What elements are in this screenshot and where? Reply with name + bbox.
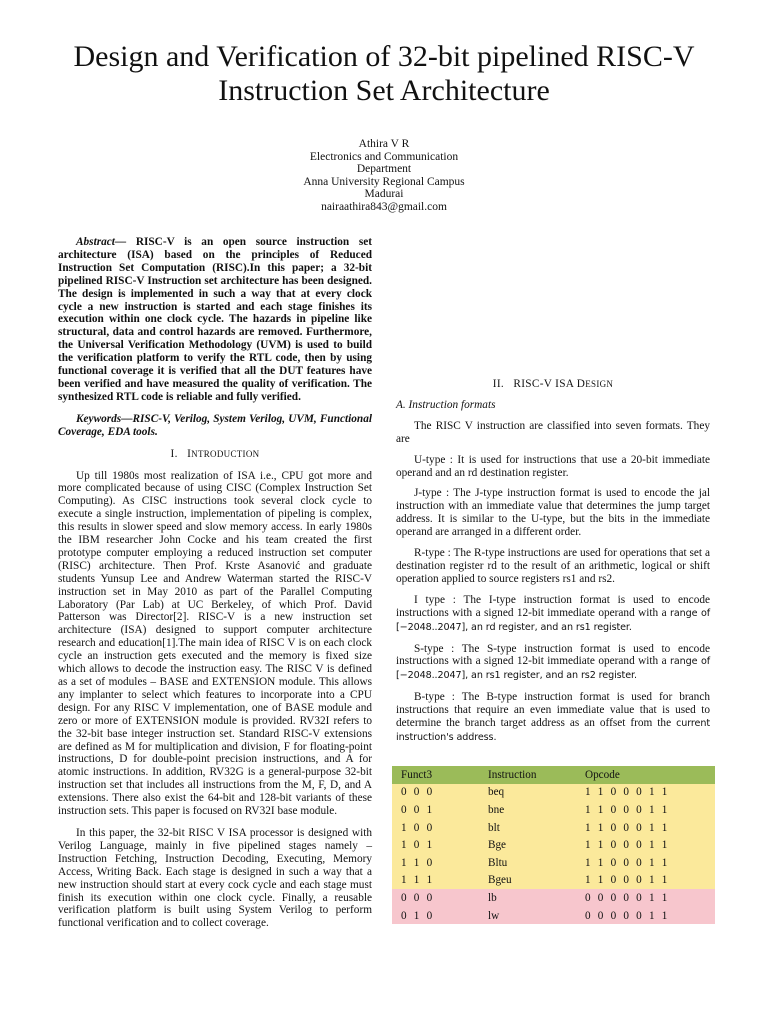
keywords: Keywords—RISC-V, Verilog, System Verilog, UVM, Functional Coverage, EDA tools. bbox=[58, 412, 372, 438]
table-cell: blt bbox=[479, 819, 576, 837]
table-header-cell: Funct3 bbox=[392, 766, 479, 784]
author-block bbox=[234, 138, 534, 214]
table-row bbox=[392, 801, 715, 819]
instruction-table bbox=[392, 766, 715, 924]
intro-paragraph-1: Up till 1980s most realization of ISA i.e., CPU got more and more complicated because of using CISC (Complex Instruction Set Computing). As CISC instructions took several clock cycle to execute a single instruction, implementation of pipeling is complex, this results in slower speed and slow memory access. In early 1980s the IBM researcher John Cocke and his team created the first prototype computer employing a reduced instruction set computer (RISC) architecture. Then Prof. Krste Asanović and graduate students Yunsup Lee and Andrew Waterman started the RISC-V instruction set in May 2010 as part of the Parallel Computing Laboratory (Par Lab) at UC Berkeley, of which Prof. David Patterson was Director[2]. RISC-V is a new instruction set architecture (ISA) designed to support computer architecture research and education[1].The main idea of RISC V is on each clock cycle an instruction gets executed and the memory is fixed size which allows to decode the instruction easy. The RISC V is defined as a set of modules – BASE and EXTENSION module. This allows any implanter to select which features to incorporate into a CPU design. For any RISC V implementation, one of BASE module and zero or more of EXTENSION module is provided. RV32I refers to the 32-bit base integer instruction set. Standard RISC-V extensions are defined as M for multiplication and division, F for floating-point instructions, D for double-point precision instructions, and A for atomic instructions. In addition, RV32G is a general-purpose 32-bit instruction set that includes all instructions from the M, F, D, and A extensions. There also exist the 64-bit and 128-bit variants of these instruction sets. This paper is focused on RV32I base module. bbox=[58, 469, 372, 818]
table-cell: 1 1 0 0 0 1 1 bbox=[576, 836, 715, 854]
abstract bbox=[58, 236, 372, 404]
u-type-paragraph: U-type : It is used for instructions that use a 20-bit immediate operand and an rd destination register. bbox=[396, 453, 710, 479]
r-type-paragraph: R-type : The R-type instructions are used for operations that set a destination register rd to the result of an arithmetic, logical or shift operation applied to source registers rs1 and rs2. bbox=[396, 547, 710, 585]
author-affiliation-2: Department bbox=[356, 163, 412, 176]
author-affiliation-1: Electronics and Communication bbox=[309, 150, 459, 163]
table-row bbox=[392, 854, 715, 872]
table-header-cell: Instruction bbox=[479, 766, 576, 784]
subsection-instruction-formats: A. Instruction formats bbox=[396, 398, 496, 411]
table-cell: 0 0 0 0 0 1 1 bbox=[576, 889, 715, 907]
table-cell: 1 1 0 bbox=[392, 854, 479, 872]
right-column bbox=[396, 236, 710, 745]
table-cell: 0 0 0 0 0 1 1 bbox=[576, 907, 715, 925]
table-cell: 1 1 0 0 0 1 1 bbox=[576, 854, 715, 872]
table-cell: 1 1 0 0 0 1 1 bbox=[576, 801, 715, 819]
paper-title bbox=[30, 40, 738, 108]
table-header-row bbox=[392, 766, 715, 784]
table-row bbox=[392, 872, 715, 890]
author-city: Madurai bbox=[364, 188, 404, 201]
table-cell: Bge bbox=[479, 836, 576, 854]
i-type-paragraph: I type : The I-type instruction format is used to encode instructions with a signed 12-bit immediate operand with a range of [−2048..2047], an rd register, and an rs1 register. bbox=[396, 593, 710, 633]
table-cell: 1 0 0 bbox=[392, 819, 479, 837]
intro-paragraph-2: In this paper, the 32-bit RISC V ISA processor is designed with Verilog Language, mainly in five pipelined stages namely – Instruction Fetching, Instruction Decoding, Executing, Memory Access, Writing Back. Each stage is designed in such a way that a new instruction should start at every cock cycle and each stage must finish its execution within one clock cycle. Finally, a reusable verification platform is built using System Verilog to perform functional verification and to collect coverage. bbox=[58, 826, 372, 930]
table-cell: Bltu bbox=[479, 854, 576, 872]
table-cell: 1 1 1 bbox=[392, 872, 479, 890]
table-cell: lw bbox=[479, 907, 576, 925]
author-name: Athira V R bbox=[358, 138, 410, 150]
table-row bbox=[392, 907, 715, 925]
table-row bbox=[392, 819, 715, 837]
section-heading-introduction: I. INTRODUCTION bbox=[170, 447, 260, 460]
author-email[interactable]: nairaathira843@gmail.com bbox=[321, 200, 447, 213]
author-affiliation-3: Anna University Regional Campus bbox=[303, 175, 465, 188]
abstract-body: RISC-V is an open source instruction set architecture (ISA) based on the principles of Reduced Instruction Set Computation (RISC).In this paper; a 32-bit pipelined RISC-V Instruction set architecture has been designed. The design is implemented in such a way that at every clock cycle a new instruction is started and each stage finishes its execution within one clock cycle. The hazards in pipeline like structural, data and control hazards are removed. Furthermore, the Universal Verification Methodology (UVM) is used to build the verification platform to verify the RTL code, then by using functional coverage it is verified that all the DUT features have been verified and have measured the quality of verification. The synthesized RTL code is reliable and fully verified. bbox=[58, 236, 372, 403]
table-header-cell: Opcode bbox=[576, 766, 715, 784]
table-cell: 0 0 0 bbox=[392, 784, 479, 802]
table-cell: 0 0 1 bbox=[392, 801, 479, 819]
intro-paragraph-2-continuation-space bbox=[396, 236, 710, 378]
table-cell: Bgeu bbox=[479, 872, 576, 890]
title-line-1: Design and Verification of 32-bit pipelined RISC-V bbox=[73, 40, 695, 73]
table-cell: 1 0 1 bbox=[392, 836, 479, 854]
b-type-paragraph: B-type : The B-type instruction format is used for branch instructions that require an even immediate value that is used to determine the branch target address as an offset from the current instruction's address. bbox=[396, 691, 710, 743]
section-heading-isa-design: II. RISC-V ISA DESIGN bbox=[492, 378, 614, 390]
table-cell: 1 1 0 0 0 1 1 bbox=[576, 819, 715, 837]
table-cell: 0 0 0 bbox=[392, 889, 479, 907]
table-cell: 0 1 0 bbox=[392, 907, 479, 925]
table-row bbox=[392, 889, 715, 907]
title-line-2: Instruction Set Architecture bbox=[218, 74, 550, 107]
s-type-paragraph: S-type : The S-type instruction format is used to encode instructions with a signed 12-bit immediate operand with a range of [−2048..2047], an rs1 register, and an rs2 register. bbox=[396, 642, 710, 682]
table-cell: 1 1 0 0 0 1 1 bbox=[576, 784, 715, 802]
table-cell: 1 1 0 0 0 1 1 bbox=[576, 872, 715, 890]
j-type-paragraph: J-type : The J-type instruction format is used to encode the jal instruction with an immediate value that determines the jump target address. It is similar to the U-type, but the bits in the immediate operand are arranged in a different order. bbox=[396, 487, 710, 539]
abstract-lead: Abstract— bbox=[76, 236, 127, 248]
table-cell: bne bbox=[479, 801, 576, 819]
left-column bbox=[58, 236, 372, 930]
formats-intro: The RISC V instruction are classified into seven formats. They are bbox=[396, 419, 710, 445]
table-row bbox=[392, 836, 715, 854]
table-cell: beq bbox=[479, 784, 576, 802]
table-row bbox=[392, 784, 715, 802]
table-cell: lb bbox=[479, 889, 576, 907]
